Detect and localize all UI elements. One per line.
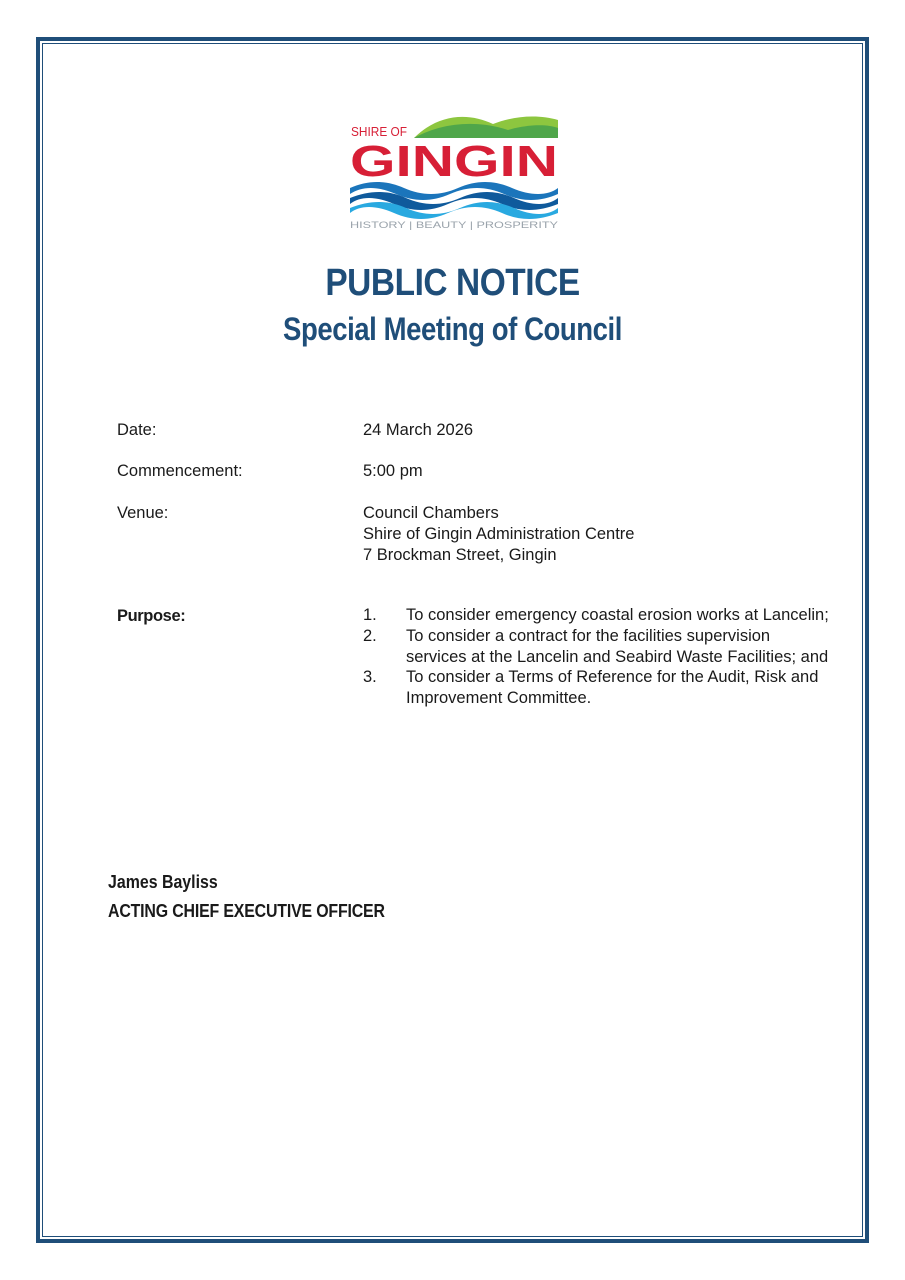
venue-label: Venue: bbox=[117, 504, 169, 522]
commencement-value: 5:00 pm bbox=[363, 462, 423, 480]
logo-line2: GINGIN bbox=[350, 137, 558, 186]
commencement-label: Commencement: bbox=[117, 462, 243, 480]
venue-line: 7 Brockman Street, Gingin bbox=[363, 546, 557, 564]
purpose-item bbox=[363, 605, 833, 626]
venue-line: Shire of Gingin Administration Centre bbox=[363, 525, 635, 543]
shire-of-gingin-logo bbox=[348, 112, 560, 232]
purpose-item bbox=[363, 626, 833, 668]
purpose-label: Purpose: bbox=[117, 607, 186, 625]
purpose-item-number: 2. bbox=[363, 626, 377, 645]
purpose-item bbox=[363, 667, 833, 709]
purpose-item-number: 1. bbox=[363, 606, 377, 624]
page-title: PUBLIC NOTICE bbox=[325, 262, 580, 304]
purpose-item-text: To consider emergency coastal erosion works at Lancelin; bbox=[406, 606, 829, 624]
date-value: 24 March 2026 bbox=[363, 421, 474, 439]
purpose-item-text: To consider a contract for the facilities supervision services at the Lancelin and Seabird Waste Facilities; and bbox=[406, 626, 829, 666]
page-subtitle: Special Meeting of Council bbox=[283, 311, 622, 347]
signatory-name: James Bayliss bbox=[108, 871, 218, 892]
logo-tagline: HISTORY | BEAUTY | PROSPERITY bbox=[350, 220, 558, 230]
purpose-item-text: To consider a Terms of Reference for the Audit, Risk and Improvement Committee. bbox=[406, 668, 819, 708]
purpose-list bbox=[363, 605, 833, 709]
logo-line1: SHIRE OF bbox=[351, 124, 408, 139]
date-label: Date: bbox=[117, 421, 157, 439]
venue-line: Council Chambers bbox=[363, 504, 499, 522]
signatory-title: ACTING CHIEF EXECUTIVE OFFICER bbox=[108, 900, 385, 921]
purpose-item-number: 3. bbox=[363, 668, 377, 687]
